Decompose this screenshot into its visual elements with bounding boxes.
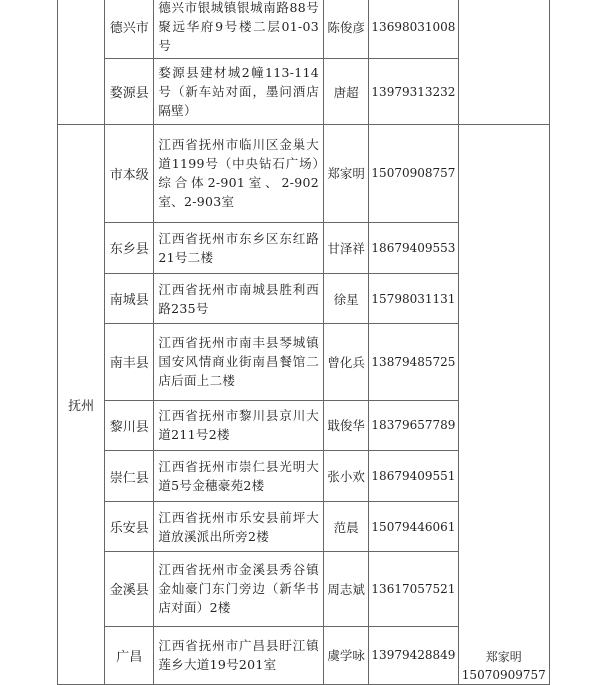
contact-cell [458,125,549,685]
person-cell: 戢俊华 [324,400,369,450]
person-cell: 范晨 [324,502,369,552]
phone-cell: 13617057521 [369,552,458,627]
county-cell: 崇仁县 [105,450,154,501]
phone-cell: 18679409553 [369,222,458,273]
person-cell: 郑家明 [324,125,369,223]
city-cell: 抚州 [58,125,105,685]
person-cell: 虞学咏 [324,626,369,684]
address-cell: 江西省抚州市东乡区东红路21号二楼 [154,222,324,273]
address-cell: 江西省抚州市崇仁县光明大道5号金穗豪苑2楼 [154,450,324,501]
address-cell: 江西省抚州市南丰县琴城镇国安风情商业街南昌餐馆二店后面上二楼 [154,324,324,401]
phone-cell: 15070908757 [369,125,458,223]
county-cell: 南丰县 [105,324,154,401]
phone-cell: 13879485725 [369,324,458,401]
contact-person: 郑家明 [485,650,522,664]
address-cell: 婺源县建材城2幢113-114号（新车站对面，墨问酒店隔壁） [154,59,324,125]
phone-cell: 13979313232 [369,59,458,125]
contact-cell [458,0,549,125]
phone-cell: 18679409551 [369,450,458,501]
city-cell [58,0,105,125]
county-cell: 金溪县 [105,552,154,627]
phone-cell: 15798031131 [369,274,458,324]
person-cell: 周志斌 [324,552,369,627]
county-cell: 市本级 [105,125,154,223]
address-cell: 江西省抚州市南城县胜利西路235号 [154,274,324,324]
address-cell: 江西省抚州市广昌县盱江镇莲乡大道19号201室 [154,626,324,684]
address-cell: 德兴市银城镇银城南路88号聚远华府9号楼二层01-03号 [154,0,324,59]
address-cell: 江西省抚州市金溪县秀谷镇金灿豪门东门旁边（新华书店对面）2楼 [154,552,324,627]
person-cell: 徐星 [324,274,369,324]
county-cell: 南城县 [105,274,154,324]
table-row [58,125,550,223]
person-cell: 张小欢 [324,450,369,501]
county-cell: 黎川县 [105,400,154,450]
county-cell: 东乡县 [105,222,154,273]
address-cell: 江西省抚州市黎川县京川大道211号2楼 [154,400,324,450]
address-cell: 江西省抚州市乐安县前坪大道放溪派出所旁2楼 [154,502,324,552]
phone-cell: 18379657789 [369,400,458,450]
person-cell: 曾化兵 [324,324,369,401]
table-row [58,0,550,59]
county-cell: 婺源县 [105,59,154,125]
person-cell: 唐超 [324,59,369,125]
county-cell: 德兴市 [105,0,154,59]
county-cell: 乐安县 [105,502,154,552]
phone-cell: 13979428849 [369,626,458,684]
phone-cell: 15079446061 [369,502,458,552]
county-cell: 广昌 [105,626,154,684]
address-cell: 江西省抚州市临川区金巢大道1199号（中央钻石广场）综合体2-901室、2-902室、2-903室 [154,125,324,223]
phone-cell: 13698031008 [369,0,458,59]
contact-phone: 15070909757 [461,668,546,682]
person-cell: 甘泽祥 [324,222,369,273]
person-cell: 陈俊彦 [324,0,369,59]
city-contact [459,125,549,684]
outlet-contact-table [57,0,550,685]
